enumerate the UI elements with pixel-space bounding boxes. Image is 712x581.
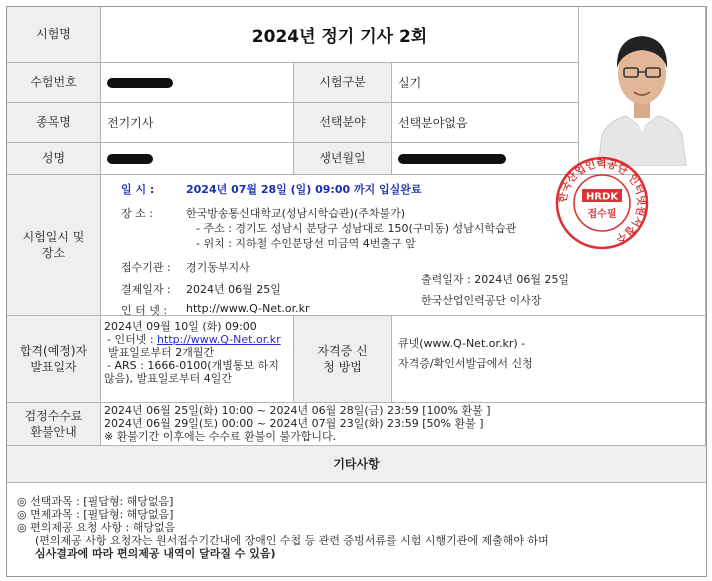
exam-admission-ticket: [6, 6, 707, 577]
payment-date-key: 결제일자 :: [121, 283, 171, 296]
cert-method-value: [392, 316, 706, 403]
exam-place-value: 한국방송통신대학교(성남시학습관)(주차불가): [186, 207, 406, 220]
result-internet-line: [104, 333, 293, 346]
result-internet-note: 발표일로부터 2개월간: [108, 346, 215, 359]
payment-date-value: 2024년 06월 25일: [186, 283, 281, 296]
refund-line-100: 2024년 06월 25일(화) 10:00 ~ 2024년 06월 28일(금) 23:59 [100% 환불 ]: [104, 404, 491, 417]
misc-line-exempt: ◎ 면제과목 : [필답형: 해당없음]: [17, 508, 174, 521]
refund-line-50: 2024년 06월 29일(토) 00:00 ~ 2024년 07월 23일(화) 23:59 [50% 환불 ]: [104, 417, 484, 430]
exam-date-value: 2024년 07월 28일 (일) 09:00 까지 입실완료: [186, 183, 422, 196]
name-label: 성명: [7, 143, 101, 175]
exam-name-value: 2024년 정기 기사 2회: [101, 7, 579, 63]
exam-number-label: 수험번호: [7, 63, 101, 103]
exam-name-label: 시험명: [7, 7, 101, 63]
selected-field-label: 선택분야: [294, 103, 392, 143]
result-date: 2024년 09월 10일 (화) 09:00: [104, 320, 257, 333]
exam-date-key: 일 시 :: [121, 183, 155, 196]
internet-value: http://www.Q-Net.or.kr: [186, 302, 310, 315]
misc-line-note1: (편의제공 사항 요청자는 원서접수기간내에 장애인 수첩 등 관련 증빙서류를 시험 시행기관에 제출해야 하며: [35, 534, 549, 547]
misc-title: 기타사항: [7, 446, 706, 483]
redacted-birthdate: [398, 154, 506, 164]
exam-location: - 위치 : 지하철 수인분당선 미금역 4번출구 앞: [196, 237, 416, 250]
exam-address: - 주소 : 경기도 성남시 분당구 성남대로 150(구미동) 성남시학습관: [196, 222, 517, 235]
exam-type-value: 실기: [392, 63, 579, 103]
refund-details: [101, 403, 706, 446]
name-value: [101, 143, 294, 175]
cert-method-line2: 자격증/확인서발급에서 신청: [398, 357, 533, 370]
official-seal-stamp: [554, 155, 650, 251]
issuer: 한국산업인력공단 이사장: [421, 294, 542, 307]
stamp-center-top: HRDK: [585, 191, 619, 203]
agency-value: 경기동부지사: [186, 261, 250, 274]
misc-line-selected: ◎ 선택과목 : [필답형: 해당없음]: [17, 495, 174, 508]
result-date-details: [101, 316, 294, 403]
refund-label: 검정수수료 환불안내: [7, 403, 101, 446]
redacted-name: [107, 154, 153, 164]
cert-method-label: 자격증 신청 방법: [294, 316, 392, 403]
refund-notice: ※ 환불기간 이후에는 수수료 환불이 불가합니다.: [104, 430, 337, 443]
birthdate-label: 생년월일: [294, 143, 392, 175]
qnet-link[interactable]: http://www.Q-Net.or.kr: [157, 333, 281, 346]
misc-line-note2: 심사결과에 따라 편의제공 내역이 달라질 수 있음): [35, 547, 276, 560]
result-ars-line2: 않음), 발표일로부터 4일간: [104, 372, 233, 385]
misc-line-accommodation: ◎ 편의제공 요청 사항 : 해당없음: [17, 521, 176, 534]
result-date-label: 합격(예정)자 발표일자: [7, 316, 101, 403]
stamp-ring-text: 한국산업인력공단 인터넷원서접수: [556, 157, 648, 245]
exam-place-key: 장 소 :: [121, 207, 153, 220]
agency-key: 접수기관 :: [121, 261, 171, 274]
result-internet-prefix: - 인터넷 :: [107, 333, 158, 346]
result-ars-line1: - ARS : 1666-0100(개별통보 하지: [107, 359, 279, 372]
schedule-label: 시험일시 및 장소: [7, 175, 101, 316]
print-date: 출력일자 : 2024년 06월 25일: [421, 273, 570, 286]
misc-notes: [7, 483, 706, 576]
cert-method-line1: 큐넷(www.Q-Net.or.kr) -: [398, 337, 526, 350]
stamp-center-bottom: 접수필: [587, 209, 617, 220]
selected-field-value: 선택분야없음: [392, 103, 579, 143]
person-photo-icon: [596, 16, 688, 166]
internet-key: 인 터 넷 :: [121, 304, 168, 317]
redacted-exam-number: [107, 78, 173, 88]
applicant-photo: [579, 7, 706, 175]
subject-label: 종목명: [7, 103, 101, 143]
exam-number-value: [101, 63, 294, 103]
subject-value: 전기기사: [101, 103, 294, 143]
exam-type-label: 시험구분: [294, 63, 392, 103]
birthdate-value: [392, 143, 579, 175]
